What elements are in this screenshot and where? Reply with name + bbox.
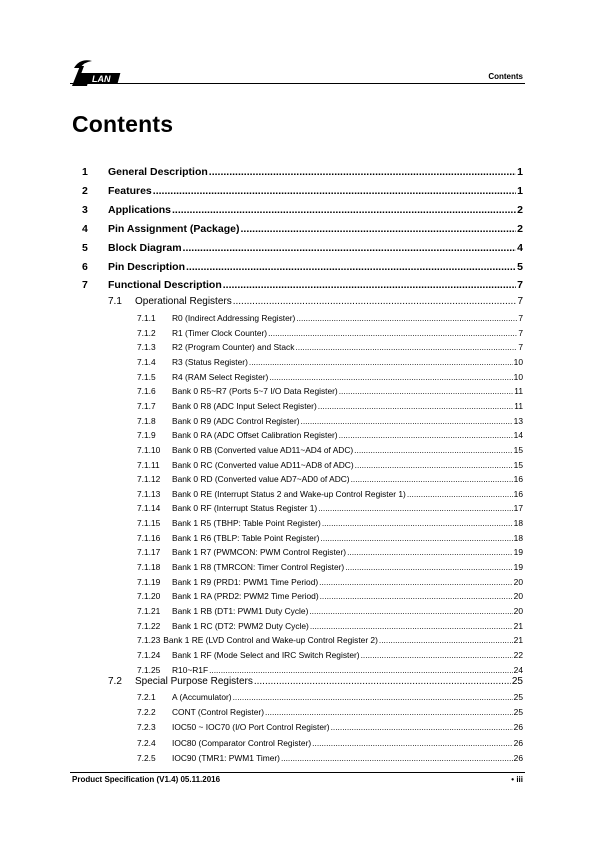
- toc-entry-page: 10: [513, 371, 523, 382]
- toc-entry-page: 16: [513, 474, 523, 485]
- toc-entry-page: 7: [518, 327, 523, 338]
- toc-entry[interactable]: [72, 261, 523, 276]
- dot-leader: [296, 313, 517, 323]
- toc-entry[interactable]: [137, 328, 523, 340]
- toc-entry-number: 7.1.8: [137, 415, 156, 426]
- toc-entry-title: Block Diagram: [108, 241, 182, 254]
- toc-entry-page: 11: [514, 386, 523, 397]
- toc-entry-title: Bank 0 RE (Interrupt Status 2 and Wake-up Control Register 1): [172, 488, 406, 499]
- toc-entry[interactable]: [137, 621, 523, 633]
- toc-entry-title: Bank 0 R5~R7 (Ports 5~7 I/O Data Register): [172, 386, 338, 397]
- toc-entry-page: 24: [513, 664, 523, 675]
- dot-leader: [265, 707, 513, 717]
- toc-entry-number: 7.1.13: [137, 488, 161, 499]
- toc-entry-page: 16: [513, 488, 523, 499]
- toc-entry-title: CONT (Control Register): [172, 707, 264, 718]
- toc-entry[interactable]: [137, 503, 523, 515]
- toc-entry-number: 7.2.5: [137, 752, 156, 763]
- toc-entry-title: Applications: [108, 203, 172, 216]
- dot-leader: [320, 533, 512, 543]
- dot-leader: [345, 562, 512, 572]
- dot-leader: [209, 166, 516, 178]
- toc-entry[interactable]: [72, 204, 523, 219]
- toc-entry[interactable]: [137, 533, 523, 545]
- toc-entry[interactable]: [72, 279, 523, 294]
- toc-entry-page: 21: [513, 620, 523, 631]
- toc-entry-number: 7.1.9: [137, 430, 156, 441]
- dot-leader: [312, 738, 513, 748]
- toc-entry-title: Bank 0 RD (Converted value AD7~AD0 of ADC): [172, 474, 350, 485]
- toc-entry-title: R10~R1F: [172, 664, 209, 675]
- toc-entry-page: 1: [517, 184, 523, 197]
- dot-leader: [301, 416, 513, 426]
- toc-entry[interactable]: [137, 547, 523, 559]
- toc-entry-title: R4 (RAM Select Register): [172, 371, 269, 382]
- toc-entry-page: 14: [513, 430, 523, 441]
- dot-leader: [347, 547, 513, 557]
- dot-leader: [295, 342, 517, 352]
- toc-entry-title: Bank 1 R9 (PRD1: PWM1 Time Period): [172, 576, 319, 587]
- toc-entry[interactable]: [137, 722, 523, 734]
- toc-entry-number: 7.2.1: [137, 692, 156, 702]
- toc-entry-page: 20: [513, 576, 523, 587]
- toc-entry[interactable]: [137, 357, 523, 369]
- toc-entry-title: Features: [108, 184, 152, 197]
- toc-entry-number: 7.1.15: [137, 518, 161, 529]
- page-title: Contents: [72, 111, 174, 137]
- toc-entry[interactable]: [137, 474, 523, 486]
- toc-entry-title: IOC80 (Comparator Control Register): [172, 737, 312, 748]
- toc-entry-number: 7.1.2: [137, 327, 156, 338]
- toc-entry-number: 7.1.11: [137, 459, 160, 470]
- toc-entry-page: 10: [513, 356, 523, 367]
- dot-leader: [320, 591, 513, 601]
- toc-entry-title: Bank 0 RA (ADC Offset Calibration Register): [172, 430, 338, 441]
- toc-entry[interactable]: [137, 342, 523, 354]
- toc-entry-title: R1 (Timer Clock Counter): [172, 327, 268, 338]
- toc-entry[interactable]: [137, 692, 523, 704]
- toc-entry-page: 7: [518, 313, 523, 323]
- toc-entry-page: 21: [513, 635, 523, 646]
- toc-entry-number: 7.1.4: [137, 356, 156, 367]
- toc-entry-page: 25: [513, 707, 523, 718]
- toc-entry-number: 7.1.3: [137, 342, 156, 353]
- toc-entry-title: Special Purpose Registers: [135, 676, 253, 687]
- toc-entry-page: 4: [517, 241, 523, 254]
- dot-leader: [249, 357, 513, 367]
- dot-leader: [407, 489, 513, 499]
- toc-entry[interactable]: [137, 518, 523, 530]
- toc-entry-title: Pin Assignment (Package): [108, 222, 240, 235]
- toc-entry[interactable]: [137, 430, 523, 442]
- toc-entry-number: 7.1.14: [137, 503, 161, 514]
- toc-entry-page: 7: [517, 296, 523, 307]
- dot-leader: [361, 650, 513, 660]
- toc-entry-page: 20: [513, 591, 523, 602]
- toc-entry[interactable]: [72, 185, 523, 200]
- toc-entry-page: 5: [517, 260, 523, 273]
- dot-leader: [254, 676, 511, 687]
- toc-entry[interactable]: [137, 606, 523, 618]
- footer-product-spec: Product Specification (V1.4) 05.11.2016: [72, 775, 221, 784]
- dot-leader: [209, 665, 513, 675]
- toc-entry-title: Bank 1 R6 (TBLP: Table Point Register): [172, 532, 320, 543]
- toc-entry-title: Bank 0 R8 (ADC Input Select Register): [172, 400, 317, 411]
- toc-entry-title: R0 (Indirect Addressing Register): [172, 313, 296, 323]
- toc-entry[interactable]: [137, 665, 523, 677]
- dot-leader: [281, 753, 513, 763]
- toc-entry[interactable]: [137, 707, 523, 719]
- dot-leader: [331, 722, 513, 732]
- toc-entry-title: Bank 1 RA (PRD2: PWM2 Time Period): [172, 591, 319, 602]
- toc-entry-number: 7.2.2: [137, 707, 156, 718]
- toc-entry-number: 7.1.21: [137, 606, 161, 616]
- elan-logo: [70, 52, 130, 92]
- toc-entry[interactable]: [137, 577, 523, 589]
- toc-entry-number: 7.1.6: [137, 386, 156, 397]
- toc-entry[interactable]: [137, 753, 523, 765]
- toc-entry-number: 5: [82, 241, 88, 254]
- toc-entry-number: 7: [82, 279, 88, 292]
- toc-entry-title: Bank 0 RF (Interrupt Status Register 1): [172, 503, 318, 514]
- toc-entry-title: A (Accumulator): [172, 692, 232, 702]
- header-title: Contents: [488, 72, 523, 81]
- toc-entry-page: 15: [513, 444, 523, 455]
- toc-entry[interactable]: [137, 460, 523, 472]
- dot-leader: [172, 204, 516, 216]
- toc-entry[interactable]: [137, 313, 523, 325]
- toc-entry[interactable]: [137, 591, 523, 603]
- dot-leader: [183, 242, 517, 254]
- dot-leader: [233, 296, 517, 307]
- toc-entry[interactable]: [137, 738, 523, 750]
- toc-entry-number: 7.1.10: [137, 444, 161, 455]
- toc-entry-title: R2 (Program Counter) and Stack: [172, 342, 295, 353]
- toc-entry-title: R3 (Status Register): [172, 356, 248, 367]
- toc-entry-page: 17: [513, 503, 523, 514]
- toc-entry-number: 7.1.22: [137, 620, 161, 631]
- dot-leader: [351, 474, 513, 484]
- dot-leader: [322, 518, 513, 528]
- dot-leader: [355, 460, 513, 470]
- dot-leader: [269, 372, 512, 382]
- toc-entry-page: 19: [513, 562, 523, 573]
- toc-entry-title: Bank 1 R7 (PWMCON: PWM Control Register): [172, 547, 347, 558]
- toc-entry-page: 18: [513, 518, 523, 529]
- dot-leader: [379, 635, 513, 645]
- toc-entry-number: 7.1.23: [137, 635, 161, 646]
- toc-entry-page: 11: [514, 400, 523, 411]
- toc-entry-page: 19: [513, 547, 523, 558]
- dot-leader: [223, 279, 516, 291]
- toc-entry-title: Bank 0 RB (Converted value AD11~AD4 of ADC): [172, 444, 354, 455]
- toc-entry[interactable]: [137, 386, 523, 398]
- footer-divider: [70, 772, 525, 773]
- toc-entry-title: IOC50 ~ IOC70 (I/O Port Control Register): [172, 722, 330, 733]
- toc-entry-page: 2: [517, 222, 523, 235]
- toc-entry-number: 3: [82, 203, 88, 216]
- toc-entry[interactable]: [137, 372, 523, 384]
- logo-lettering: LAN: [92, 74, 111, 84]
- toc-entry-title: Operational Registers: [135, 296, 232, 307]
- dot-leader: [354, 445, 513, 455]
- toc-entry-number: 7.1.12: [137, 474, 161, 485]
- toc-entry-number: 7.1.17: [137, 547, 161, 558]
- toc-entry[interactable]: [72, 166, 523, 181]
- dot-leader: [319, 577, 513, 587]
- toc-entry-page: 20: [513, 606, 523, 616]
- toc-entry-title: Bank 1 RE (LVD Control and Wake-up Control Register 2): [163, 635, 378, 646]
- toc-entry-page: 1: [517, 166, 523, 178]
- toc-entry[interactable]: [108, 296, 523, 310]
- toc-entry[interactable]: [72, 242, 523, 257]
- toc-entry-number: 4: [82, 222, 88, 235]
- dot-leader: [318, 503, 512, 513]
- toc-entry-number: 7.1: [108, 296, 122, 307]
- toc-entry-page: 26: [513, 722, 523, 733]
- toc-entry-title: Bank 1 R5 (TBHP: Table Point Register): [172, 518, 321, 529]
- toc-entry-number: 7.1.25: [137, 664, 161, 675]
- toc-entry-number: 7.1.20: [137, 591, 161, 602]
- toc-entry-page: 26: [513, 737, 523, 748]
- toc-entry-title: IOC90 (TMR1: PWM1 Timer): [172, 752, 280, 763]
- toc-entry-title: Bank 1 R8 (TMRCON: Timer Control Register): [172, 562, 345, 573]
- toc-entry-title: Bank 0 R9 (ADC Control Register): [172, 415, 300, 426]
- toc-entry[interactable]: [108, 676, 523, 690]
- toc-entry-page: 7: [518, 342, 523, 353]
- toc-entry-page: 25: [511, 676, 523, 687]
- toc-entry-page: 15: [513, 459, 523, 470]
- toc-entry[interactable]: [137, 416, 523, 428]
- toc-entry-number: 7.1.24: [137, 649, 161, 660]
- toc-entry-title: Bank 1 RC (DT2: PWM2 Duty Cycle): [172, 620, 309, 631]
- toc-entry[interactable]: [137, 635, 523, 647]
- toc-entry-page: 22: [513, 649, 523, 660]
- toc-entry[interactable]: [137, 445, 523, 457]
- toc-entry-number: 7.1.5: [137, 371, 156, 382]
- dot-leader: [310, 621, 513, 631]
- toc-entry[interactable]: [137, 489, 523, 501]
- toc-entry-number: 6: [82, 260, 88, 273]
- toc-entry-number: 7.1.18: [137, 562, 161, 573]
- dot-leader: [339, 430, 513, 440]
- toc-entry[interactable]: [137, 562, 523, 574]
- toc-entry-number: 7.1.1: [137, 313, 156, 323]
- toc-entry-number: 7.2.4: [137, 737, 156, 748]
- dot-leader: [268, 328, 517, 338]
- toc-entry-number: 7.2: [108, 676, 122, 687]
- dot-leader: [186, 261, 516, 273]
- dot-leader: [318, 401, 514, 411]
- toc-entry-number: 7.1.16: [137, 532, 161, 543]
- toc-entry-title: Bank 0 RC (Converted value AD11~AD8 of ADC): [172, 459, 354, 470]
- toc-entry-number: 7.1.19: [137, 576, 161, 587]
- toc-entry[interactable]: [72, 223, 523, 238]
- dot-leader: [233, 692, 513, 702]
- toc-entry-title: General Description: [108, 166, 208, 178]
- toc-entry-page: 2: [517, 203, 523, 216]
- dot-leader: [240, 223, 516, 235]
- toc-entry-page: 13: [513, 415, 523, 426]
- toc-entry-title: Bank 1 RB (DT1: PWM1 Duty Cycle): [172, 606, 309, 616]
- toc-entry-page: 26: [513, 752, 523, 763]
- toc-entry-number: 2: [82, 184, 88, 197]
- dot-leader: [309, 606, 512, 616]
- dot-leader: [153, 185, 516, 197]
- toc-entry-page: 25: [513, 692, 523, 702]
- toc-entry-number: 7.1.7: [137, 400, 156, 411]
- toc-entry[interactable]: [137, 401, 523, 413]
- toc-entry-title: Pin Description: [108, 260, 186, 273]
- toc-entry-number: 1: [82, 166, 88, 178]
- footer-page-number: • iii: [511, 775, 523, 784]
- toc-entry-page: 18: [513, 532, 523, 543]
- toc-entry-title: Functional Description: [108, 279, 222, 292]
- toc-entry-number: 7.2.3: [137, 722, 156, 733]
- toc-entry[interactable]: [137, 650, 523, 662]
- toc-entry-title: Bank 1 RF (Mode Select and IRC Switch Register): [172, 649, 360, 660]
- toc-entry-page: 7: [517, 279, 523, 292]
- header-divider: [70, 83, 525, 84]
- dot-leader: [339, 386, 514, 396]
